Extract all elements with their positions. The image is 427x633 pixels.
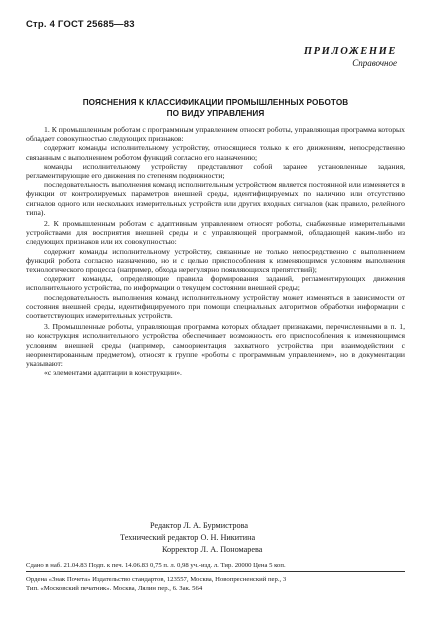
divider <box>26 571 405 572</box>
editor-credit: Редактор Л. А. Бурмистрова <box>150 521 249 530</box>
paragraph: 1. К промышленным роботам с программным управлением относят роботы, управляющая программа которых обладает совокупностью следующих признаков: <box>26 125 405 144</box>
publisher-line: Ордена «Знак Почета» Издательство стандартов, 123557, Москва, Новопресненский пер., 3 <box>26 576 287 583</box>
paragraph: 3. Промышленные роботы, управляющая программа которых обладает признаками, перечисленными в п. 1, но конструкция исполнительного устройства обеспечивает возможность его приспособления к изменяющимся условиям внешней среды (например, самоориентация захватного устройства при взаимодействии с неориентированным предметом), относят к группе «роботы с программным управлением», но в документации указывают: <box>26 322 405 369</box>
paragraph: последовательность выполнения команд исполнительным устройством является постоянной или изменяется в функции от контролируемых параметров внешней среды, идентифицируемых по наличию или отсутствию сигналов одного или нескольких измерительных устройств или других входных сигналов (как правило, релейного типа). <box>26 180 405 217</box>
body-text <box>26 125 405 377</box>
page-header: Стр. 4 ГОСТ 25685—83 <box>26 19 135 30</box>
tech-editor-credit: Технический редактор О. Н. Никитина <box>120 533 256 542</box>
appendix-subtitle: Справочное <box>352 58 397 68</box>
paragraph: содержит команды, определяющие правила формирования заданий, регламентирующих движения исполнительного устройства, по информации о текущем состоянии внешней среды; <box>26 274 405 293</box>
paragraph: последовательность выполнения команд исполнительному устройству может изменяться в зависимости от состояния внешней среды, идентифицируемого при помощи специальных алгоритмов обработки информации с соответствующих измерительных устройств. <box>26 292 405 321</box>
paragraph: содержит команды исполнительному устройству, связанные не только непосредственно с выполнением функций робота согласно назначению, но и с целью приспособления к изменяющимся условиям выполнения технологического процесса (например, обхода нерегулярно появляющихся препятствий); <box>26 246 405 275</box>
section-title-line-2: ПО ВИДУ УПРАВЛЕНИЯ <box>166 109 265 118</box>
print-details: Сдано в наб. 21.04.83 Подп. к печ. 14.06.83 0,75 п. л. 0,98 уч.-изд. л. Тир. 20000 Цена 5 коп. <box>26 562 286 569</box>
appendix-title: ПРИЛОЖЕНИЕ <box>303 46 397 57</box>
proofreader-credit: Корректор Л. А. Пономарева <box>162 545 263 554</box>
section-title <box>26 97 405 119</box>
paragraph: содержит команды исполнительному устройству, относящиеся только к его движениям, непосредственно связанным с выполнением роботом функций согласно его назначению; <box>26 143 405 162</box>
printer-line: Тип. «Московский печатник». Москва, Лялин пер., 6. Зак. 564 <box>26 584 203 592</box>
section-title-line-1: ПОЯСНЕНИЯ К КЛАССИФИКАЦИИ ПРОМЫШЛЕННЫХ РОБОТОВ <box>82 98 349 107</box>
editorial-credits <box>0 520 427 556</box>
paragraph: команды исполнительному устройству представляют собой заранее установленные задания, регламентирующие его движения по степеням подвижности; <box>26 161 405 181</box>
appendix-label <box>304 46 397 68</box>
paragraph: «с элементами адаптации в конструкции». <box>44 368 182 378</box>
publisher-details <box>26 576 405 593</box>
paragraph: 2. К промышленным роботам с адаптивным управлением относят роботы, снабженные измерительными устройствами для восприятия внешней среды и с управляющей программой, обладающей каким-либо из следующих признаков или их совокупностью: <box>26 219 405 247</box>
